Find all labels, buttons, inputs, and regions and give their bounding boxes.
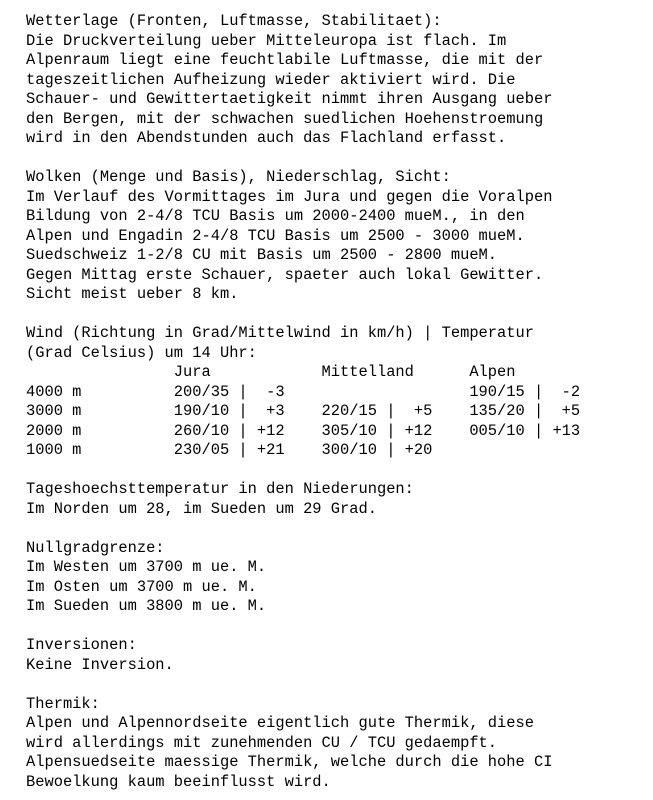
wind-table-row: 3000 m 190/10 | +3 220/15 | +5 135/20 | +5 [26,402,581,420]
forecast-document [26,12,651,792]
text-line: tageszeitlichen Aufheizung wieder aktiviert wird. Die [26,70,516,89]
section-nullgradgrenze [26,539,651,617]
section-spacer [26,519,651,539]
text-line: Bewoelkung kaum beeinflusst wird. [26,772,331,791]
text-line: Gegen Mittag erste Schauer, spaeter auch lokal Gewitter. [26,265,544,284]
wind-table-row: 2000 m 260/10 | +12 305/10 | +12 005/10 | +13 [26,421,581,440]
text-line: Alpen und Engadin 2-4/8 TCU Basis um 2500 - 3000 mueM. [26,226,525,245]
section-wetterlage [26,12,651,149]
text-line: Alpenraum liegt eine feuchtlabile Luftmasse, die mit der [26,51,544,69]
text-line: Im Westen um 3700 m ue. M. [26,558,267,576]
section-heading: Tageshoechsttemperatur in den Niederungen: [26,480,414,498]
section-heading: Wolken (Menge und Basis), Niederschlag, Sicht: [26,168,451,186]
section-heading: Thermik: [26,694,100,713]
text-line: Im Norden um 28, im Sueden um 29 Grad. [26,499,377,518]
text-line: (Grad Celsius) um 14 Uhr: [26,343,257,362]
text-line: Suedschweiz 1-2/8 CU mit Basis um 2500 - 2800 mueM. [26,246,498,264]
section-heading: Wind (Richtung in Grad/Mittelwind in km/h) | Temperatur [26,324,534,342]
text-line: Die Druckverteilung ueber Mitteleuropa ist flach. Im [26,31,507,50]
text-line: Alpensuedseite maessige Thermik, welche durch die hohe CI [26,753,553,771]
section-spacer [26,461,651,481]
text-line: Schauer- und Gewittertaetigkeit nimmt ihren Ausgang ueber [26,90,553,108]
section-wolken [26,168,651,305]
section-spacer [26,305,651,325]
text-line: Alpen und Alpennordseite eigentlich gute Thermik, diese [26,714,534,732]
text-line: Im Verlauf des Vormittages im Jura und gegen die Voralpen [26,187,553,206]
section-tageshoechsttemperatur [26,480,651,519]
text-line: den Bergen, mit der schwachen suedlichen Hoehenstroemung [26,109,544,128]
wind-table-row: 1000 m 230/05 | +21 300/10 | +20 [26,441,433,459]
section-heading: Inversionen: [26,636,137,654]
text-line: wird allerdings mit zunehmenden CU / TCU gedaempft. [26,733,498,752]
section-spacer [26,675,651,695]
section-heading: Wetterlage (Fronten, Luftmasse, Stabilitaet): [26,12,442,30]
wind-table-header: Jura Mittelland Alpen [26,363,516,381]
text-line: Im Sueden um 3800 m ue. M. [26,597,267,615]
section-wind-temperatur [26,324,651,461]
section-inversionen [26,636,651,675]
text-line: Keine Inversion. [26,655,174,674]
text-line: wird in den Abendstunden auch das Flachland erfasst. [26,129,507,147]
text-line: Bildung von 2-4/8 TCU Basis um 2000-2400 mueM., in den [26,207,525,225]
text-line: Im Osten um 3700 m ue. M. [26,577,257,596]
section-heading: Nullgradgrenze: [26,538,165,557]
section-spacer [26,617,651,637]
section-thermik [26,695,651,793]
text-line: Sicht meist ueber 8 km. [26,285,239,303]
section-spacer [26,149,651,169]
wind-table-row: 4000 m 200/35 | -3 190/15 | -2 [26,382,581,401]
